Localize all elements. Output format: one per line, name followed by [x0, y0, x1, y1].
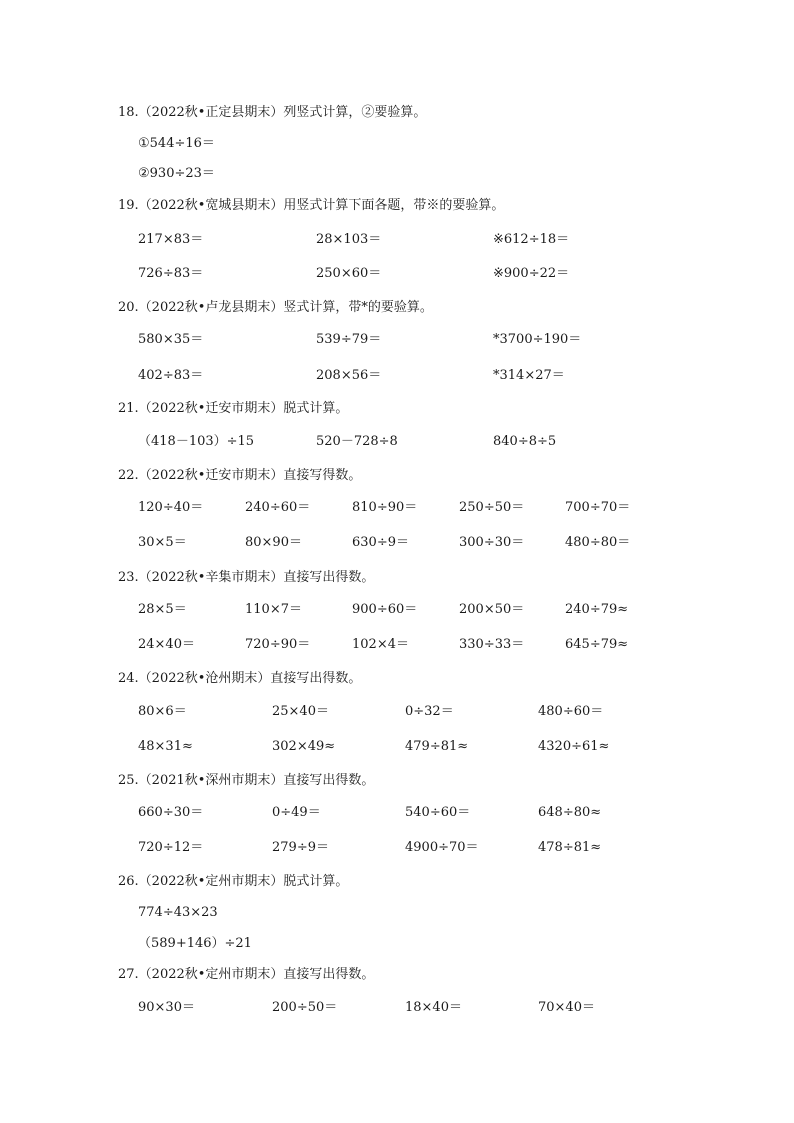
problem-26-item: 774÷43×23	[138, 905, 218, 920]
problem-27-item: 70×40＝	[538, 1000, 595, 1015]
problem-26-item: （589+146）÷21	[138, 936, 252, 951]
problem-22-title: 22.（2022秋•迁安市期末）直接写得数。	[118, 468, 362, 483]
problem-19-item: ※612÷18＝	[493, 232, 570, 247]
problem-22-item: 300÷30＝	[459, 535, 525, 550]
problem-18-item: ②930÷23＝	[138, 166, 215, 181]
problem-23-item: 900÷60＝	[352, 602, 418, 617]
problem-21-item: 520－728÷8	[316, 434, 398, 449]
problem-21-title: 21.（2022秋•迁安市期末）脱式计算。	[118, 401, 349, 416]
problem-23-item: 28×5＝	[138, 602, 187, 617]
problem-23-title: 23.（2022秋•辛集市期末）直接写出得数。	[118, 570, 375, 585]
problem-23-item: 330÷33＝	[459, 637, 525, 652]
problem-23-item: 240÷79≈	[565, 602, 629, 617]
problem-19-item: 250×60＝	[316, 266, 382, 281]
problem-26-title: 26.（2022秋•定州市期末）脱式计算。	[118, 874, 349, 889]
problem-24-item: 4320÷61≈	[538, 739, 610, 754]
problem-20-item: 539÷79＝	[316, 332, 382, 347]
problem-24-item: 302×49≈	[272, 739, 336, 754]
problem-22-item: 630÷9＝	[352, 535, 409, 550]
problem-25-item: 648÷80≈	[538, 805, 602, 820]
problem-23-item: 110×7＝	[245, 602, 302, 617]
problem-23-item: 24×40＝	[138, 637, 195, 652]
problem-20-item: 208×56＝	[316, 368, 382, 383]
problem-19-item: ※900÷22＝	[493, 266, 570, 281]
problem-27-item: 18×40＝	[405, 1000, 462, 1015]
problem-22-item: 240÷60＝	[245, 500, 311, 515]
problem-22-item: 810÷90＝	[352, 500, 418, 515]
problem-19-item: 28×103＝	[316, 232, 382, 247]
problem-18-title: 18.（2022秋•正定县期末）列竖式计算，②要验算。	[118, 105, 427, 120]
problem-22-item: 30×5＝	[138, 535, 187, 550]
problem-24-item: 480÷60＝	[538, 704, 604, 719]
problem-20-item: *314×27＝	[493, 368, 565, 383]
problem-23-item: 200×50＝	[459, 602, 525, 617]
problem-24-item: 25×40＝	[272, 704, 329, 719]
problem-25-item: 0÷49＝	[272, 805, 321, 820]
problem-25-item: 540÷60＝	[405, 805, 471, 820]
problem-25-item: 660÷30＝	[138, 805, 204, 820]
problem-27-title: 27.（2022秋•定州市期末）直接写出得数。	[118, 967, 375, 982]
problem-27-item: 200÷50＝	[272, 1000, 338, 1015]
problem-24-item: 0÷32＝	[405, 704, 454, 719]
problem-22-item: 480÷80＝	[565, 535, 631, 550]
problem-25-title: 25.（2021秋•深州市期末）直接写出得数。	[118, 773, 375, 788]
problem-23-item: 645÷79≈	[565, 637, 629, 652]
problem-24-item: 479÷81≈	[405, 739, 469, 754]
problem-24-title: 24.（2022秋•沧州期末）直接写出得数。	[118, 671, 362, 686]
problem-19-title: 19.（2022秋•宽城县期末）用竖式计算下面各题，带※的要验算。	[118, 198, 505, 213]
problem-22-item: 250÷50＝	[459, 500, 525, 515]
problem-20-item: 580×35＝	[138, 332, 204, 347]
problem-22-item: 700÷70＝	[565, 500, 631, 515]
problem-23-item: 102×4＝	[352, 637, 409, 652]
problem-22-item: 120÷40＝	[138, 500, 204, 515]
problem-21-item: （418－103）÷15	[138, 434, 255, 449]
problem-24-item: 48×31≈	[138, 739, 193, 754]
problem-20-item: *3700÷190＝	[493, 332, 582, 347]
problem-19-item: 726÷83＝	[138, 266, 204, 281]
problem-25-item: 279÷9＝	[272, 840, 329, 855]
problem-20-item: 402÷83＝	[138, 368, 204, 383]
problem-25-item: 478÷81≈	[538, 840, 602, 855]
problem-22-item: 80×90＝	[245, 535, 302, 550]
problem-18-item: ①544÷16＝	[138, 136, 215, 151]
problem-25-item: 4900÷70＝	[405, 840, 479, 855]
problem-24-item: 80×6＝	[138, 704, 187, 719]
problem-20-title: 20.（2022秋•卢龙县期末）竖式计算，带*的要验算。	[118, 300, 433, 315]
problem-23-item: 720÷90＝	[245, 637, 311, 652]
problem-27-item: 90×30＝	[138, 1000, 195, 1015]
problem-19-item: 217×83＝	[138, 232, 204, 247]
problem-25-item: 720÷12＝	[138, 840, 204, 855]
problem-21-item: 840÷8÷5	[493, 434, 557, 449]
